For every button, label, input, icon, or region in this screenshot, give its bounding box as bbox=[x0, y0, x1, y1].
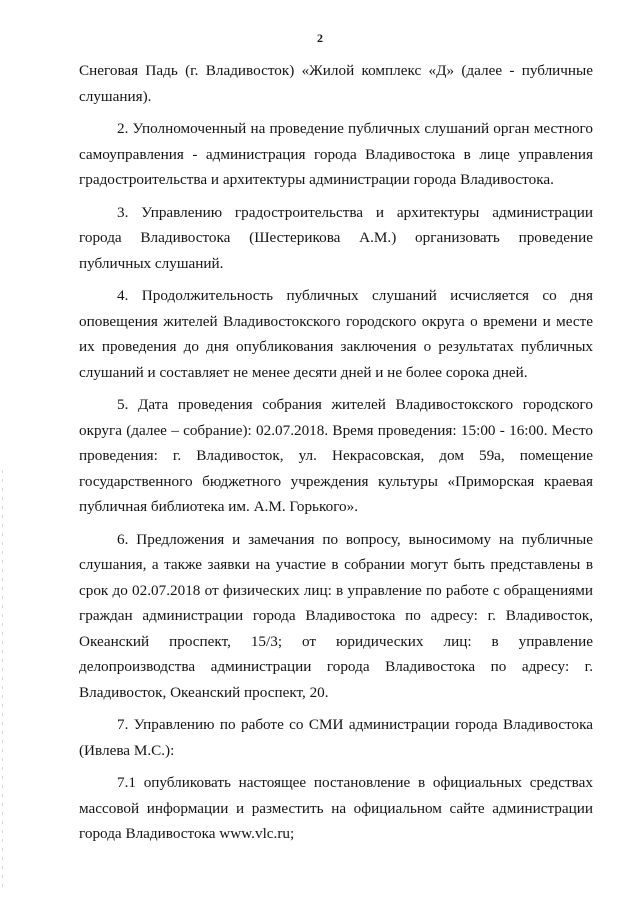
scan-edge-artifact bbox=[2, 470, 3, 890]
paragraph-item-4: 4. Продолжительность публичных слушаний исчисляется со дня оповещения жителей Владивостокского городского округа о времени и месте их проведения до дня опубликования заключения о результатах публичных слушаний и составляет не менее десяти дней и не более сорока дней. bbox=[79, 287, 593, 381]
page-number: 2 bbox=[317, 31, 323, 45]
paragraph-item-3: 3. Управлению градостроительства и архитектуры администрации города Владивостока (Шестерикова А.М.) организовать проведение публичных слушаний. bbox=[79, 203, 593, 272]
document-body bbox=[79, 58, 593, 854]
paragraph-item-6: 6. Предложения и замечания по вопросу, выносимому на публичные слушания, а также заявки на участие в собрании могут быть представлены в срок до 02.07.2018 от физических лиц: в управление по работе с обращениями граждан администрации города Владивостока по адресу: г. Владивосток, Океанский проспект, 15/3; от юридических лиц: в управление делопроизводства администрации города Владивостока по адресу: г. Владивосток, Океанский проспект, 20. bbox=[79, 530, 593, 701]
paragraph-item-2: 2. Уполномоченный на проведение публичных слушаний орган местного самоуправления - администрация города Владивостока в лице управления градостроительства и архитектуры администрации города Владивостока. bbox=[79, 120, 593, 188]
paragraph-item-7-1: 7.1 опубликовать настоящее постановление в официальных средствах массовой информации и разместить на официальном сайте администрации города Владивостока www.vlc.ru; bbox=[79, 774, 593, 842]
paragraph-item-7: 7. Управлению по работе со СМИ администрации города Владивостока (Ивлева М.С.): bbox=[79, 716, 593, 759]
paragraph-continuation: Снеговая Падь (г. Владивосток) «Жилой комплекс «Д» (далее - публичные слушания). bbox=[79, 62, 593, 105]
paragraph-item-5: 5. Дата проведения собрания жителей Владивостокского городского округа (далее – собрание): 02.07.2018. Время проведения: 15:00 - 16:00. Место проведения: г. Владивосток, ул. Некрасовская, дом 59а, помещение государственного бюджетного учреждения культуры «Приморская краевая публичная библиотека им. А.М. Горького». bbox=[79, 396, 593, 515]
